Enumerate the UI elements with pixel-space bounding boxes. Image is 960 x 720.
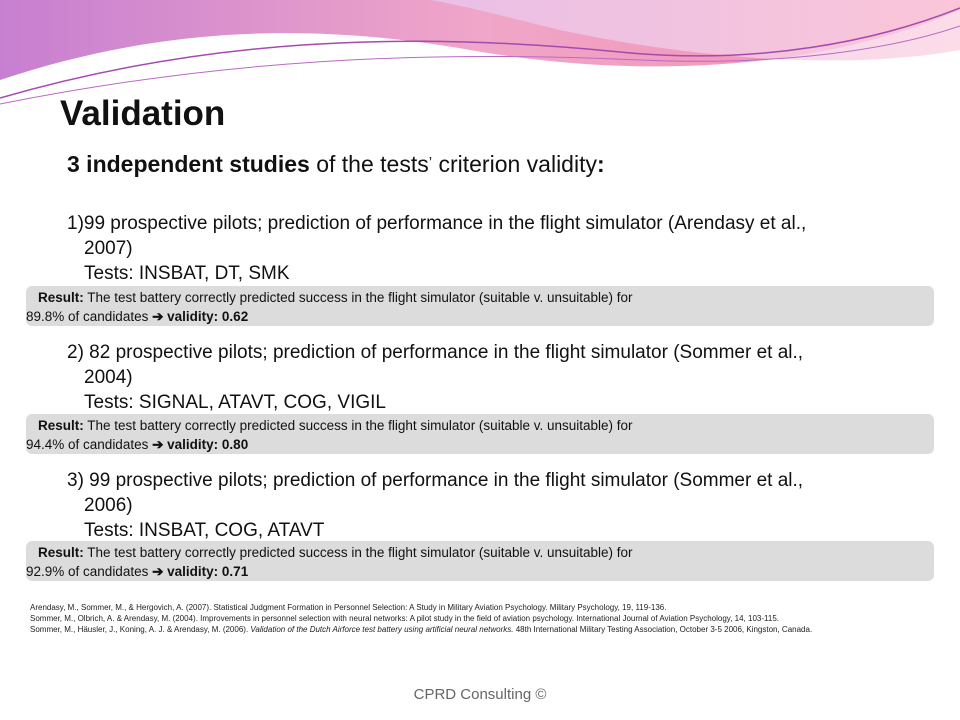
subtitle-apostrophe: ’ <box>428 154 433 171</box>
study-2-result <box>26 414 934 454</box>
subtitle-colon: : <box>596 151 605 177</box>
arrow-icon: ➔ <box>152 564 164 579</box>
slide-subtitle <box>67 151 605 178</box>
reference-3-authors: Sommer, M., Häusler, J., Koning, A. J. & Arendasy, M. (2006). <box>30 625 251 634</box>
reference-2: Sommer, M., Olbrich, A. & Arendasy, M. (2004). Improvements in personnel selection with neural networks: A pilot study in the field of aviation psychology. International Journal of Aviation Psychology, 14, 103-115. <box>30 614 779 623</box>
reference-1: Arendasy, M., Sommer, M., & Hergovich, A. (2007). Statistical Judgment Formation in Personnel Selection: A Study in Military Aviation Psychology. Military Psychology, 19, 119-136. <box>30 603 667 612</box>
result-text: The test battery correctly predicted success in the flight simulator (suitable v. unsuitable) for <box>83 418 633 433</box>
result-percent: 92.9% of candidates <box>26 564 153 579</box>
study-3-tests: Tests: INSBAT, COG, ATAVT <box>84 520 325 541</box>
study-2-line2: 2004) <box>84 367 133 388</box>
reference-3-title: Validation of the Dutch Airforce test battery using artificial neural networks. <box>250 625 514 634</box>
reference-3 <box>30 624 930 635</box>
study-1-line1: 1)99 prospective pilots; prediction of performance in the flight simulator (Arendasy et al., <box>67 213 807 234</box>
result-text: The test battery correctly predicted success in the flight simulator (suitable v. unsuitable) for <box>83 290 633 305</box>
study-3-line1: 3) 99 prospective pilots; prediction of performance in the flight simulator (Sommer et al., <box>67 470 804 491</box>
reference-3-venue: 48th International Military Testing Association, October 3-5 2006, Kingston, Canada. <box>513 625 813 634</box>
result-validity: validity: 0.62 <box>163 309 249 324</box>
study-3 <box>67 468 917 543</box>
result-percent: 94.4% of candidates <box>26 437 153 452</box>
result-text: The test battery correctly predicted success in the flight simulator (suitable v. unsuitable) for <box>83 545 633 560</box>
references <box>30 602 930 635</box>
subtitle-bold: 3 independent studies <box>67 151 310 177</box>
study-1 <box>67 211 917 286</box>
subtitle-text-a: of the tests <box>309 151 429 177</box>
result-label: Result: <box>38 545 84 560</box>
study-1-line2: 2007) <box>84 238 133 259</box>
arrow-icon: ➔ <box>152 437 164 452</box>
study-3-result <box>26 541 934 581</box>
footer-copyright: CPRD Consulting © <box>413 686 547 703</box>
result-label: Result: <box>38 290 84 305</box>
arrow-icon: ➔ <box>152 309 164 324</box>
result-label: Result: <box>38 418 84 433</box>
study-2 <box>67 340 917 415</box>
slide-title: Validation <box>60 94 226 133</box>
study-1-tests: Tests: INSBAT, DT, SMK <box>84 263 290 284</box>
study-3-line2: 2006) <box>84 495 133 516</box>
study-2-tests: Tests: SIGNAL, ATAVT, COG, VIGIL <box>84 392 386 413</box>
subtitle-text-b: criterion validity <box>432 151 597 177</box>
result-validity: validity: 0.71 <box>163 564 249 579</box>
study-2-line1: 2) 82 prospective pilots; prediction of performance in the flight simulator (Sommer et al., <box>67 342 804 363</box>
study-1-result <box>26 286 934 326</box>
result-percent: 89.8% of candidates <box>26 309 153 324</box>
result-validity: validity: 0.80 <box>163 437 249 452</box>
